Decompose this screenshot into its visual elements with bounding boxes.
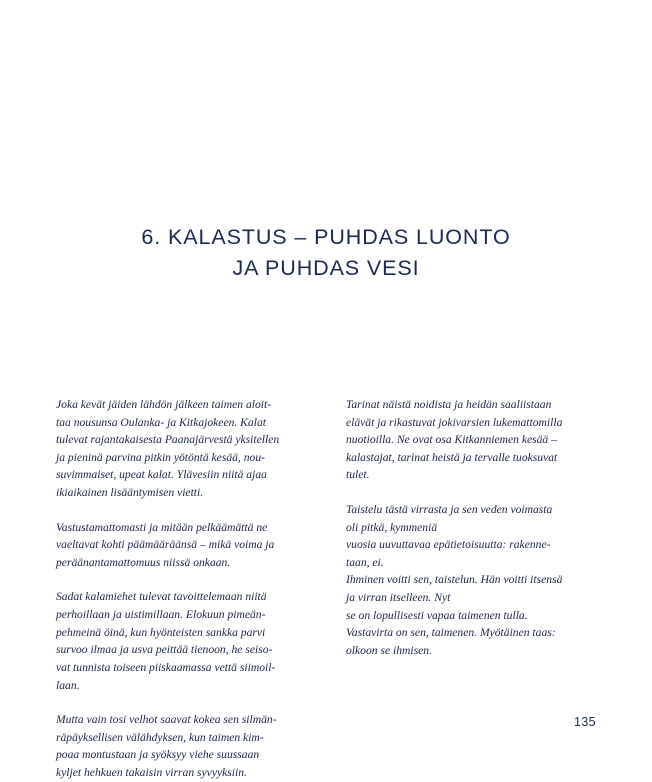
body-columns — [56, 396, 596, 782]
paragraph: Sadat kalamiehet tulevat tavoittelemaan niitä perhoillaan ja uistimillaan. Elokuun pimeän- pehmeinä öinä, kun hyönteisten sankka parvi survoo ilmaa ja usva peittää tienoon, he seiso- vat tunnista toiseen piiskaamassa vettä siimoil- laan. — [56, 590, 276, 692]
chapter-title-line-1: 6. KALASTUS – PUHDAS LUONTO — [141, 225, 511, 249]
left-column — [56, 396, 306, 782]
paragraph: Mutta vain tosi velhot saavat kokea sen silmän- räpäyksellisen välähdyksen, kun taimen kim- poaa montustaan ja syöksyy viehe suussaan kyljet hehkuen takaisin virran syvyyksiin. — [56, 713, 277, 779]
right-column — [346, 396, 596, 782]
page-number: 135 — [573, 715, 596, 729]
paragraph: Taistelu tästä virrasta ja sen veden voimasta oli pitkä, kymmeniä vuosia uuvuttavaa epätietoisuutta: rakenne- taan, ei. Ihminen voitti sen, taistelun. Hän voitti itsensä ja virran itselleen. Nyt se on lopullisesti vapaa taimenen tulla. Vastavirta on sen, taimenen. Myötäinen taas: olkoon se ihmisen. — [346, 503, 563, 657]
paragraph: Joka kevät jäiden lähdön jälkeen taimen aloit- taa nousunsa Oulanka- ja Kitkajokeen. Kalat tulevat rajantakaisesta Paanajärvestä yksitellen ja pieninä parvina pitkin yötöntä kesää, nou- suvimmaiset, upeat kalat. Ylävesiin niitä ajaa ikiaikainen lisääntymisen vietti. — [56, 398, 280, 500]
paragraph: Vastustamattomasti ja mitään pelkäämättä ne vaeltavat kohti päämääräänsä – mikä voima ja peräänantamattomuus niissä onkaan. — [56, 520, 275, 569]
paragraph: Tarinat näistä noidista ja heidän saaliistaan elävät ja rikastuvat jokivarsien lukemattomilla nuotioilla. Ne ovat osa Kitkanniemen kesää – kalastajat, tarinat heistä ja tervalle tuoksuvat tulet. — [346, 398, 563, 482]
chapter-title-line-2: JA PUHDAS VESI — [232, 255, 420, 280]
chapter-title — [56, 222, 596, 283]
